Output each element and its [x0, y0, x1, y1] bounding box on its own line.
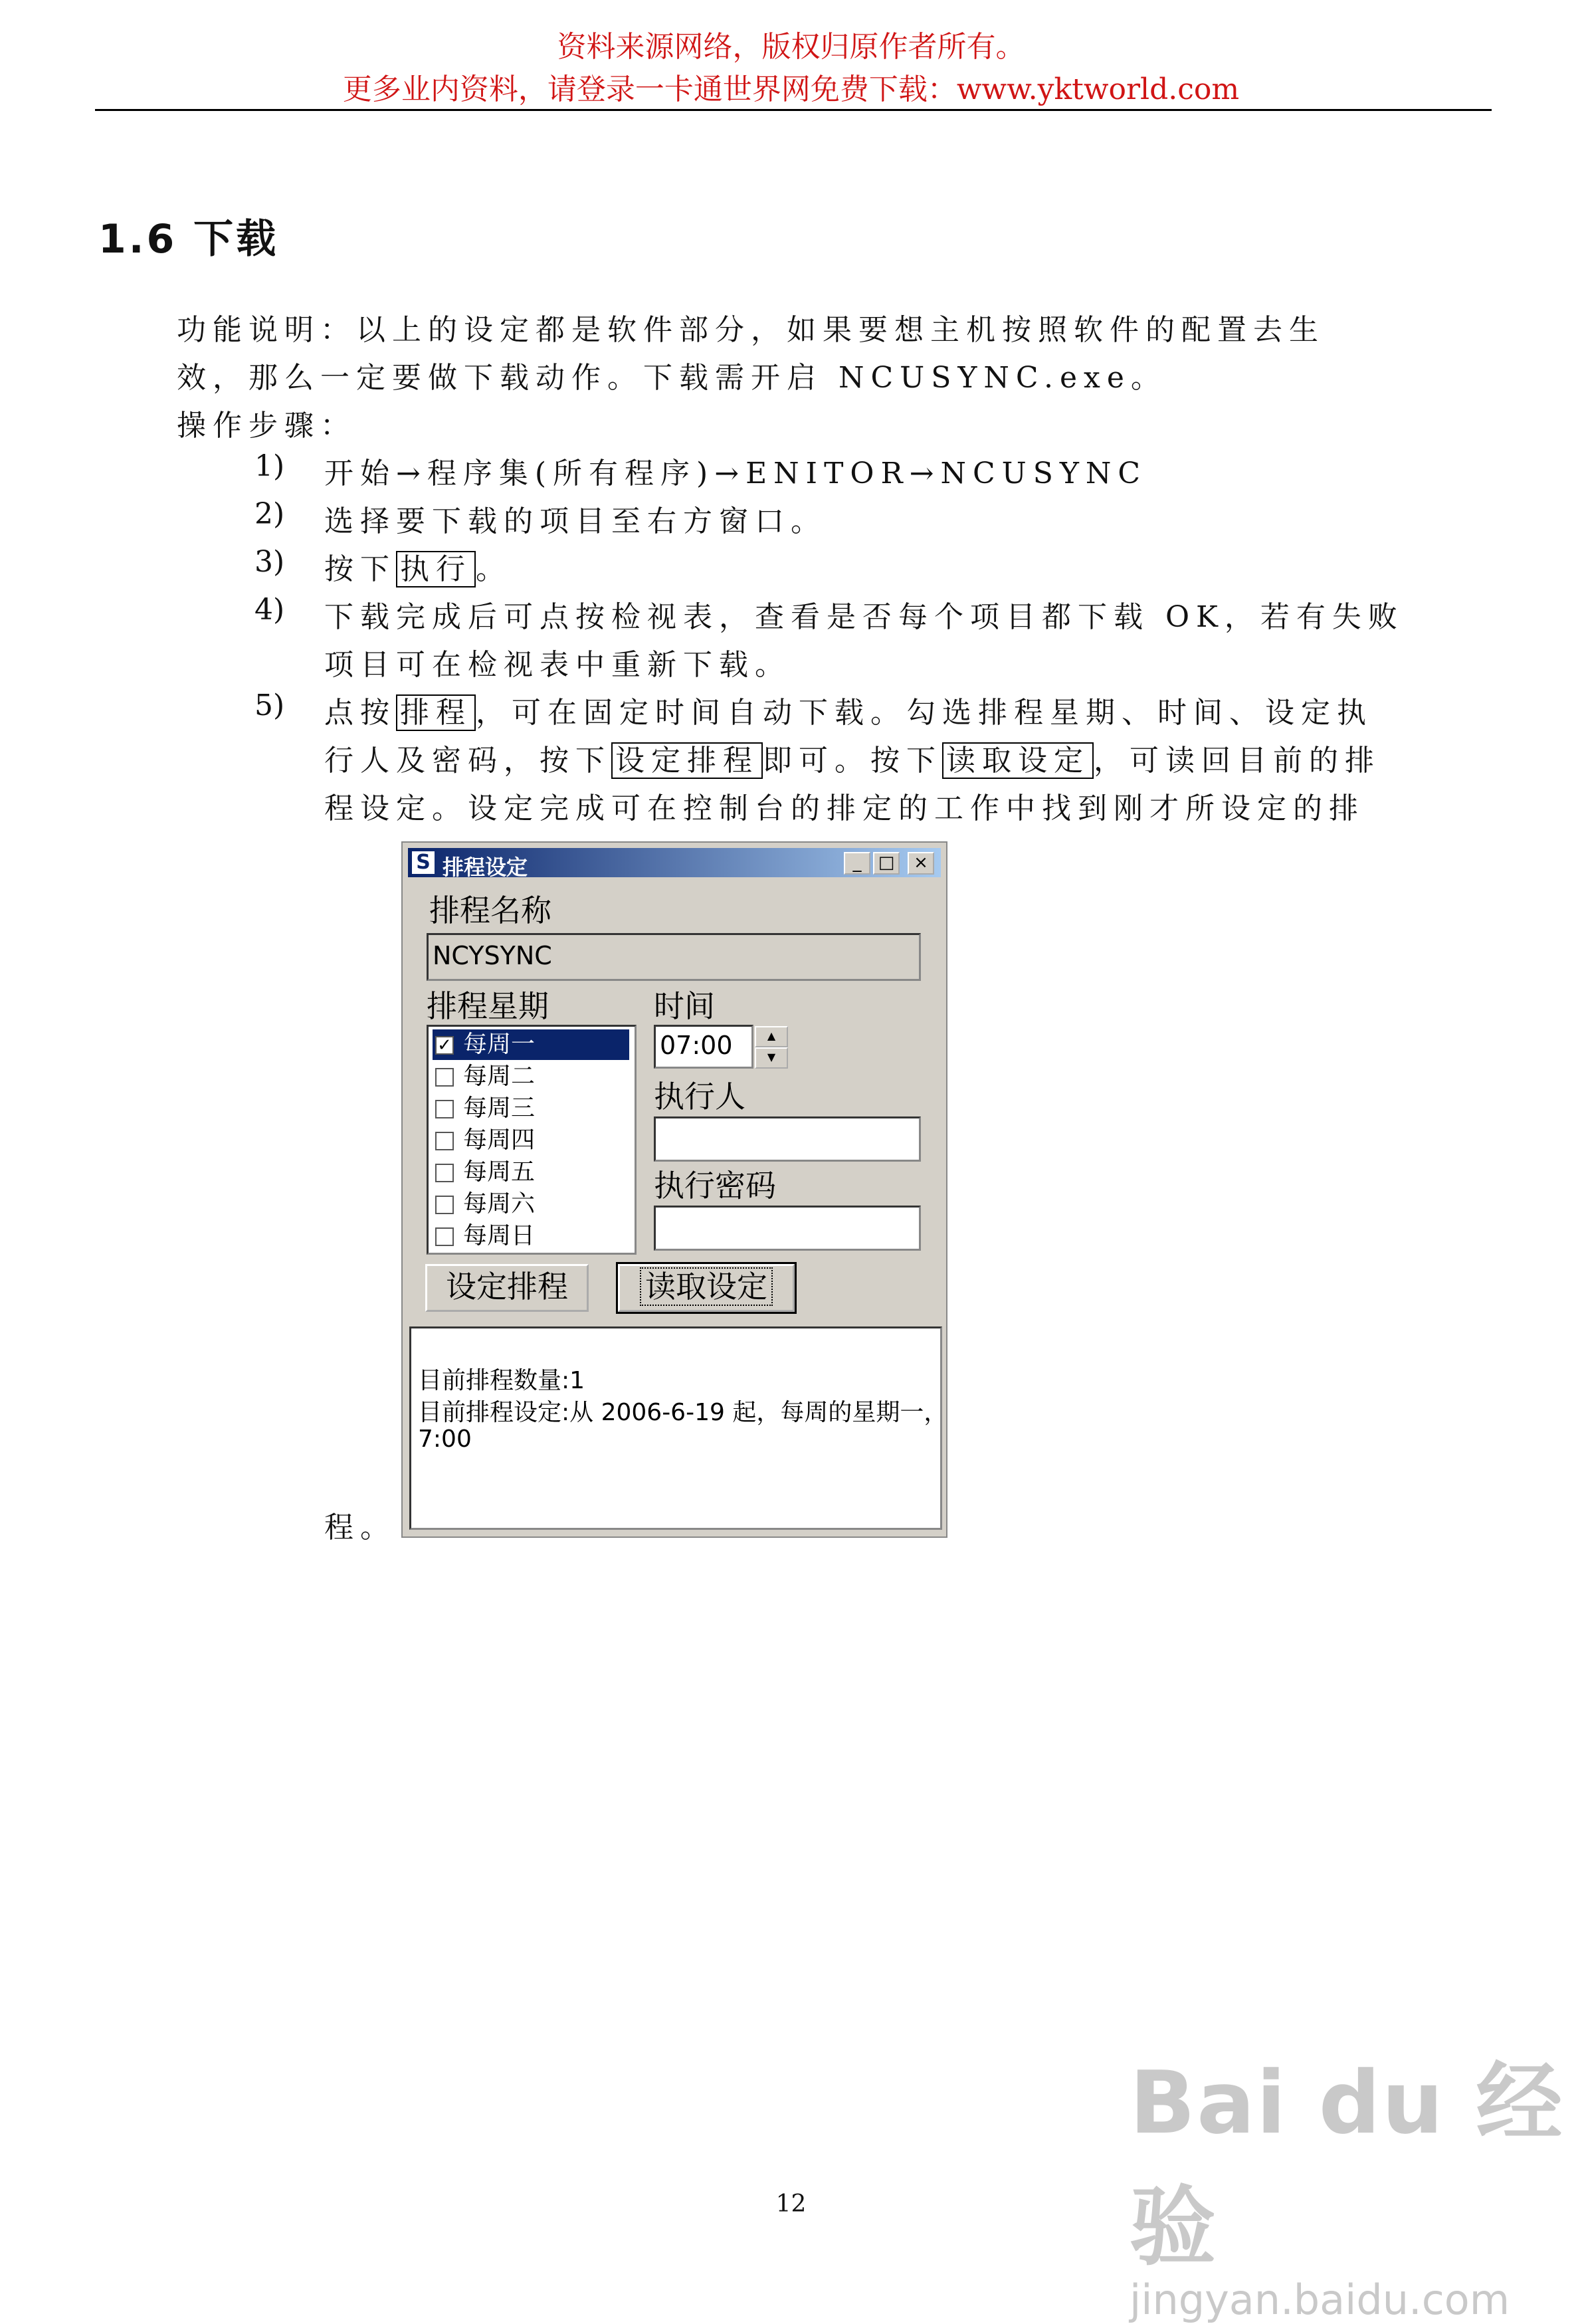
- time-input[interactable]: 07:00: [654, 1025, 753, 1069]
- step-3-post: 。: [476, 552, 512, 586]
- day-item-thursday[interactable]: [433, 1125, 629, 1156]
- day-item-friday[interactable]: [433, 1157, 629, 1188]
- days-listbox[interactable]: [427, 1025, 637, 1255]
- checkbox-icon[interactable]: [435, 1068, 454, 1087]
- time-label: 时间: [654, 988, 715, 1024]
- day-label: 每周三: [463, 1095, 536, 1122]
- step-2-number: 2): [254, 497, 285, 531]
- day-item-tuesday[interactable]: [433, 1061, 629, 1092]
- day-label: 每周六: [463, 1190, 536, 1217]
- checkbox-icon[interactable]: [435, 1100, 454, 1118]
- step-1-number: 1): [254, 449, 285, 483]
- step-3-pre: 按下: [324, 552, 396, 586]
- password-input[interactable]: [654, 1206, 921, 1251]
- spin-down-icon[interactable]: ▼: [755, 1047, 788, 1069]
- checkbox-icon[interactable]: [435, 1164, 454, 1182]
- minimize-icon[interactable]: _: [844, 852, 870, 875]
- schedule-name-field[interactable]: NCYSYNC: [427, 933, 921, 981]
- step-3-text: [324, 545, 512, 587]
- operator-input[interactable]: [654, 1116, 921, 1162]
- step-5-line-3: 程设定。设定完成可在控制台的排定的工作中找到刚才所设定的排: [324, 792, 1365, 825]
- header-line-2: 更多业内资料，请登录一卡通世界网免费下载：www.yktworld.com: [342, 72, 1240, 106]
- schedule-ref: 排程: [396, 694, 476, 731]
- log-line-2: 目前排程设定:从 2006-6-19 起，每周的星期一，: [418, 1399, 948, 1426]
- checkbox-checked-icon[interactable]: ✓: [435, 1036, 454, 1055]
- step-4-number: 4): [254, 593, 285, 627]
- step-5-f: 即可。按下: [763, 744, 942, 778]
- set-schedule-ref: 设定排程: [611, 742, 763, 779]
- intro-line-1: 功能说明：以上的设定都是软件部分，如果要想主机按照软件的配置去生: [177, 313, 1325, 347]
- step-5-a: 点按: [324, 696, 396, 730]
- step-3-number: 3): [254, 545, 285, 579]
- day-label: 每周四: [463, 1126, 536, 1154]
- read-settings-button[interactable]: [618, 1264, 795, 1312]
- schedule-log: [409, 1326, 948, 1530]
- steps-label: 操作步骤：: [177, 409, 356, 443]
- password-label: 执行密码: [654, 1168, 776, 1204]
- dialog-titlebar[interactable]: [408, 848, 941, 880]
- dialog-title: 排程设定: [443, 855, 528, 880]
- day-label: 每周五: [463, 1158, 536, 1186]
- maximize-icon[interactable]: □: [873, 852, 900, 875]
- day-item-wednesday[interactable]: [433, 1093, 629, 1124]
- checkbox-icon[interactable]: [435, 1196, 454, 1214]
- section-title: 1.6 下载: [98, 216, 279, 263]
- day-label: 每周二: [463, 1063, 536, 1090]
- log-line-1: 目前排程数量:1: [418, 1367, 585, 1394]
- schedule-name-label: 排程名称: [429, 893, 551, 928]
- checkbox-icon[interactable]: [435, 1227, 454, 1246]
- log-line-3: 7:00: [418, 1426, 472, 1453]
- step-5-number: 5): [254, 688, 285, 722]
- intro-line-2: 效，那么一定要做下载动作。下载需开启 NCUSYNC.exe。: [177, 361, 1167, 395]
- step-1-text: 开始→程序集(所有程序)→ENITOR→NCUSYNC: [324, 457, 1147, 490]
- day-item-saturday[interactable]: [433, 1189, 629, 1219]
- day-label: 每周日: [463, 1222, 536, 1249]
- day-item-monday[interactable]: [433, 1029, 629, 1060]
- set-schedule-button[interactable]: 设定排程: [425, 1264, 589, 1312]
- page-number: 12: [775, 2190, 807, 2218]
- watermark-logo: Bai du 经验: [1130, 2052, 1564, 2277]
- schedule-days-label: 排程星期: [427, 988, 549, 1024]
- execute-ref: 执行: [396, 551, 476, 587]
- spin-up-icon[interactable]: ▲: [755, 1026, 788, 1047]
- step-5-line-1: [324, 688, 1373, 731]
- step-4-line-1: 下载完成后可点按检视表，查看是否每个项目都下载 OK，若有失败: [324, 600, 1404, 634]
- watermark-url: jingyan.baidu.com: [1130, 2275, 1510, 2324]
- app-icon: S: [412, 851, 435, 874]
- read-settings-label: 读取设定: [640, 1267, 773, 1306]
- step-5-d: 行人及密码，按下: [324, 744, 611, 778]
- operator-label: 执行人: [654, 1079, 745, 1114]
- step-5-c: ，可在固定时间自动下载。勾选排程星期、时间、设定执: [476, 696, 1373, 730]
- step-2-text: 选择要下载的项目至右方窗口。: [324, 504, 827, 538]
- header-divider: [95, 109, 1492, 111]
- checkbox-icon[interactable]: [435, 1132, 454, 1150]
- schedule-dialog: [401, 841, 947, 1538]
- step-4-line-2: 项目可在检视表中重新下载。: [324, 648, 791, 682]
- step-5-line-2: [324, 736, 1381, 779]
- header-line-1: 资料来源网络，版权归原作者所有。: [557, 30, 1025, 64]
- step-5-tail: 程。: [324, 1511, 396, 1544]
- day-item-sunday[interactable]: [433, 1221, 629, 1251]
- baidu-watermark: [1130, 2034, 1582, 2324]
- read-settings-ref: 读取设定: [942, 742, 1094, 779]
- close-icon[interactable]: ×: [908, 852, 934, 875]
- day-label: 每周一: [463, 1031, 536, 1058]
- step-5-h: ，可读回目前的排: [1094, 744, 1381, 778]
